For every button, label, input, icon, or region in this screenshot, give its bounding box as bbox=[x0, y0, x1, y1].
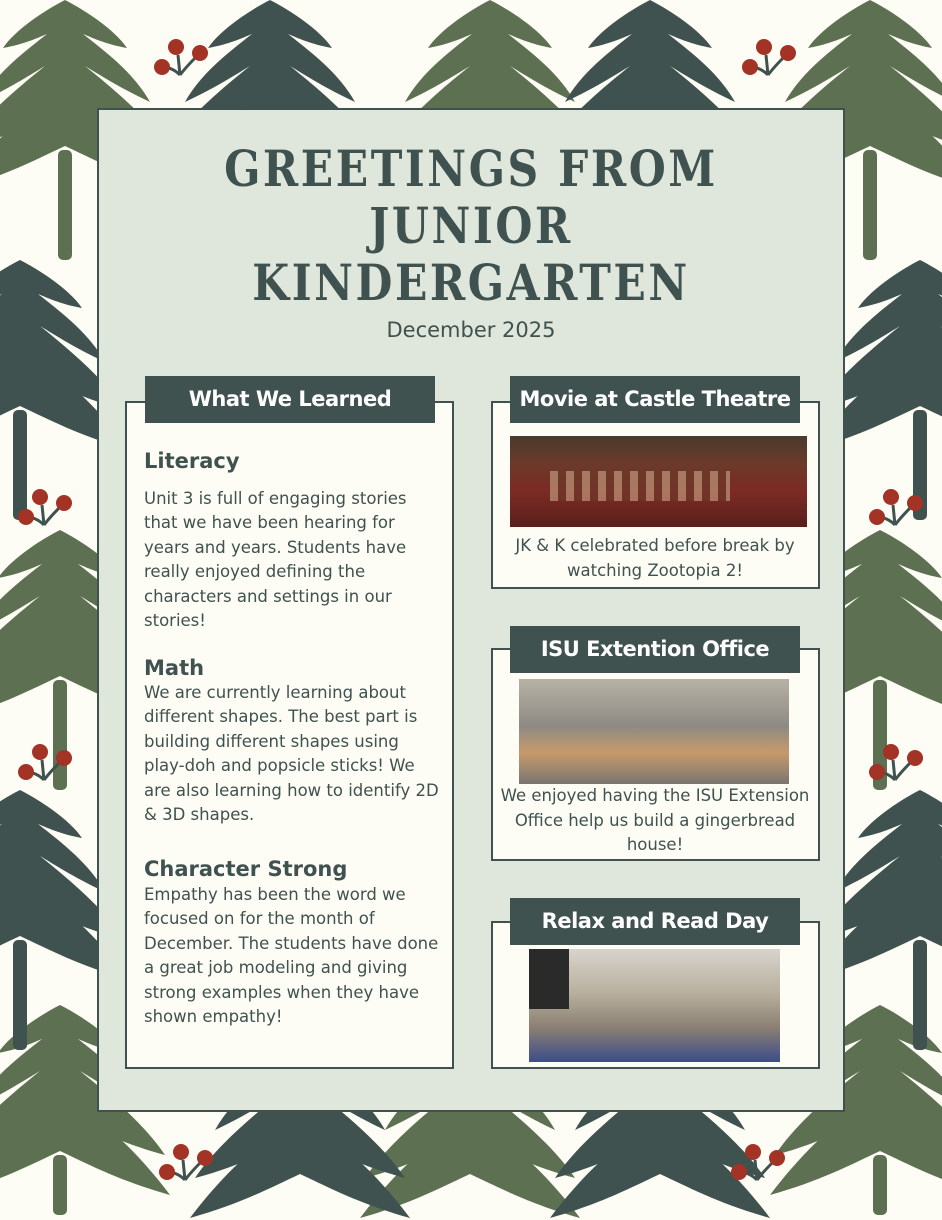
character-strong-text: Empathy has been the word we focused on for the month of December. The students have done a great job modeling and giving strong examples when they have shown empathy! bbox=[144, 885, 439, 1027]
gingerbread-photo bbox=[519, 679, 789, 784]
learned-header: What We Learned bbox=[145, 376, 435, 423]
holly-berries-icon bbox=[742, 39, 796, 75]
bulletin-board bbox=[529, 949, 569, 1009]
math-text: We are currently learning about different shapes. The best part is building different shapes using play-doh and popsicle sticks! We are also learning how to identify 2D & 3D shapes. bbox=[144, 683, 439, 825]
isu-header: ISU Extention Office bbox=[510, 626, 800, 673]
page-title bbox=[153, 140, 789, 311]
holly-berries-icon bbox=[154, 39, 208, 75]
movie-header: Movie at Castle Theatre bbox=[510, 376, 800, 423]
character-strong-heading: Character Strong bbox=[144, 857, 348, 881]
title-line: GREETINGS FROM bbox=[224, 139, 718, 198]
theatre-photo bbox=[510, 436, 807, 527]
math-heading: Math bbox=[144, 656, 205, 680]
issue-date: December 2025 bbox=[386, 318, 556, 342]
movie-caption: JK & K celebrated before break by watching Zootopia 2! bbox=[515, 536, 795, 580]
isu-caption: We enjoyed having the ISU Extension Office help us build a gingerbread house! bbox=[500, 786, 810, 854]
title-line: KINDERGARTEN bbox=[252, 253, 690, 312]
relax-header: Relax and Read Day bbox=[510, 898, 800, 945]
title-line: JUNIOR bbox=[369, 196, 573, 255]
relax-read-photo bbox=[529, 949, 780, 1062]
literacy-heading: Literacy bbox=[144, 449, 240, 473]
literacy-text: Unit 3 is full of engaging stories that we have been hearing for years and years. Students have really enjoyed defining the characters and settings in our stories! bbox=[144, 489, 407, 631]
theatre-seats bbox=[550, 471, 730, 501]
